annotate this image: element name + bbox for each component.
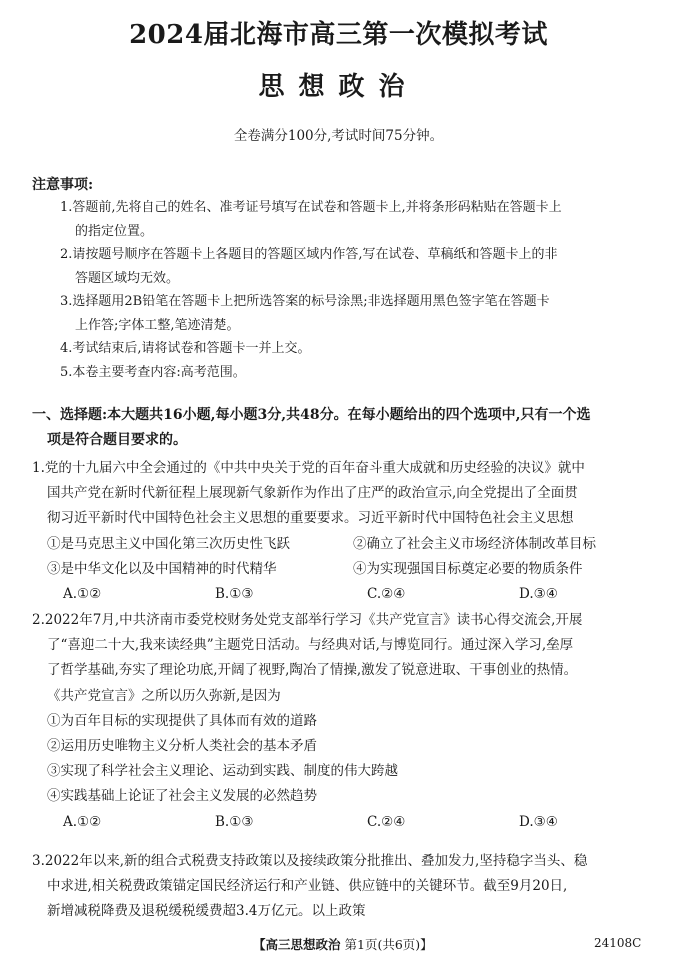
statement-grid xyxy=(32,532,662,582)
choice-b: B.①③ xyxy=(215,586,254,603)
note-item: 2.请按题号顺序在答题卡上各题目的答题区域内作答,写在试卷、草稿纸和答题卡上的非 xyxy=(60,247,558,262)
choice-c: C.②④ xyxy=(367,813,406,830)
question-stem-line: 了“喜迎二十大,我来读经典”主题党日活动。与经典对话,与博览同行。通过深入学习,垒厚 xyxy=(47,637,574,654)
subject-title: 思想政治 xyxy=(258,72,419,102)
choice-a: A.①② xyxy=(63,586,102,603)
note-item: 1.答题前,先将自己的姓名、准考证号填写在试卷和答题卡上,并将条形码粘贴在答题卡上 xyxy=(60,200,562,215)
question-1 xyxy=(32,456,662,607)
footer-center xyxy=(253,935,433,953)
note-item: 5.本卷主要考查内容:高考范围。 xyxy=(60,364,246,380)
note-item: 4.考试结束后,请将试卷和答题卡一并上交。 xyxy=(60,341,311,356)
choice-b: B.①③ xyxy=(215,813,254,830)
question-stem-line: 2.2022年7月,中共济南市委党校财务处党支部举行学习《共产党宣言》读书心得交流会,开展 xyxy=(32,612,583,628)
choice-d: D.③④ xyxy=(519,586,558,603)
note-item-cont: 上作答;字体工整,笔迹清楚。 xyxy=(75,317,240,333)
answer-choices xyxy=(32,582,662,607)
question-stem-line: 了哲学基础,夯实了理论功底,开阔了视野,陶冶了情操,激发了锐意进取、干事创业的热情。 xyxy=(47,662,578,679)
choice-c: C.②④ xyxy=(367,586,406,603)
question-2 xyxy=(32,608,662,835)
note-item-cont: 的指定位置。 xyxy=(75,223,154,239)
statement: ③是中华文化以及中国精神的时代精华 xyxy=(47,560,277,577)
statement: ①是马克思主义中国化第三次历史性飞跃 xyxy=(47,535,290,552)
statement: ③实现了科学社会主义理论、运动到实践、制度的伟大跨越 xyxy=(47,763,398,780)
question-stem-line: 新增减税降费及退税缓税缓费超3.4万亿元。以上政策 xyxy=(47,903,366,920)
question-stem-line: 彻习近平新时代中国特色社会主义思想的重要要求。习近平新时代中国特色社会主义思想 xyxy=(47,510,574,527)
exam-title: 2024届北海市高三第一次模拟考试 xyxy=(129,20,548,50)
question-stem-line: 3.2022年以来,新的组合式税费支持政策以及接续政策分批推出、叠加发力,坚持稳字当头、稳 xyxy=(32,853,588,869)
choice-d: D.③④ xyxy=(519,813,558,830)
note-item: 3.选择题用2B铅笔在答题卡上把所选答案的标号涂黑;非选择题用黑色签字笔在答题卡 xyxy=(60,294,550,309)
statement: ②运用历史唯物主义分析人类社会的基本矛盾 xyxy=(47,738,317,755)
choice-a: A.①② xyxy=(63,813,102,830)
question-stem-line: 中求进,相关税费政策锚定国民经济运行和产业链、供应链中的关键环节。截至9月20日, xyxy=(47,878,568,895)
notes-heading: 注意事项: xyxy=(32,177,94,193)
section-line: 项是符合题目要求的。 xyxy=(47,432,187,448)
question-stem-line: 1.党的十九届六中全会通过的《中共中央关于党的百年奋斗重大成就和历史经验的决议》就中 xyxy=(32,460,585,476)
answer-choices xyxy=(32,810,662,835)
footer-page: 第1页(共6页)】 xyxy=(344,937,433,952)
note-item-cont: 答题区域均无效。 xyxy=(75,270,180,286)
question-stem-line: 国共产党在新时代新征程上展现新气象新作为作出了庄严的政治宣示,向全党提出了全面贯 xyxy=(47,485,578,502)
footer-label: 【高三思想政治 xyxy=(253,937,341,952)
section-line: 一、选择题:本大题共16小题,每小题3分,共48分。在每小题给出的四个选项中,只有一个选 xyxy=(32,407,591,423)
notes-list xyxy=(60,196,660,384)
statement: ④实践基础上论证了社会主义发展的必然趋势 xyxy=(47,788,317,805)
score-info: 全卷满分100分,考试时间75分钟。 xyxy=(233,128,444,144)
footer-code: 24108C xyxy=(594,936,642,950)
statement: ②确立了社会主义市场经济体制改革目标 xyxy=(353,535,596,552)
statement: ①为百年目标的实现提供了具体而有效的道路 xyxy=(47,712,317,729)
statement: ④为实现强国目标奠定必要的物质条件 xyxy=(353,560,583,577)
section-heading xyxy=(32,403,660,453)
question-3 xyxy=(32,849,662,925)
question-stem-line: 《共产党宣言》之所以历久弥新,是因为 xyxy=(47,687,281,704)
